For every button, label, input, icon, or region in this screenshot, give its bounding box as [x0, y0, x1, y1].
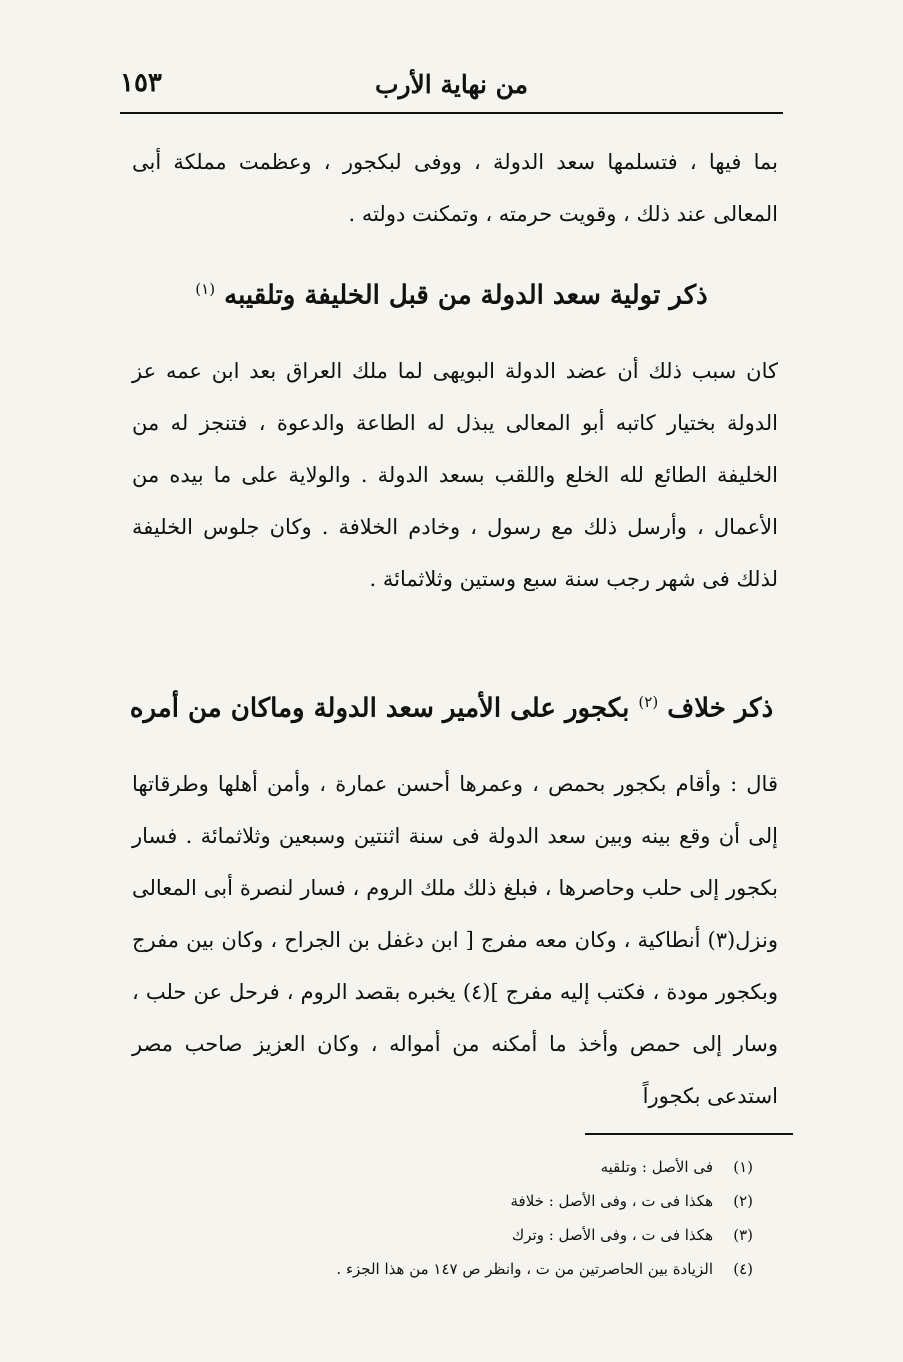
header-rule: [120, 112, 783, 114]
footnote-number: (١): [733, 1158, 753, 1176]
section-heading-prefix: ذكر خلاف: [667, 693, 774, 724]
footnote-text: فى الأصل : وتلقيه: [600, 1158, 713, 1176]
appointment-paragraph: كان سبب ذلك أن عضد الدولة البويهى لما ملك العراق بعد ابن عمه عز الدولة بختيار كاتبه أبو المعالى يبذل له الطاعة والدعوة ، فتنجز له من الخليفة الطائع لله الخلع واللقب بسعد الدولة . والولاية على ما بيده من الأعمال ، وأرسل ذلك مع رسول ، وخادم الخلافة . وكان جلوس الخليفة لذلك فى شهر رجب سنة سبع وستين وثلاثمائة .: [132, 359, 778, 591]
dispute-paragraph-block: [132, 758, 778, 1122]
footnote-text: الزيادة بين الحاصرتين من ت ، وانظر ص ١٤٧ من هذا الجزء .: [336, 1260, 713, 1278]
footnote-rule: [585, 1133, 793, 1135]
footnote-item: [180, 1184, 753, 1218]
footnote-item: [180, 1218, 753, 1252]
opening-paragraph-block: [132, 136, 778, 240]
section-heading-suffix: بكجور على الأمير سعد الدولة وماكان من أمره: [129, 693, 630, 724]
running-title: من نهاية الأرب: [374, 70, 529, 99]
footnote-ref-1: (١): [195, 280, 216, 298]
section-heading-dispute: [120, 693, 783, 724]
footnote-number: (٤): [733, 1260, 753, 1278]
page-number: ١٥٣: [120, 68, 162, 98]
dispute-paragraph: قال : وأقام بكجور بحمص ، وعمرها أحسن عمارة ، وأمن أهلها وطرقاتها إلى أن وقع بينه وبين سعد الدولة فى سنة اثنتين وسبعين وثلاثمائة . فسار بكجور إلى حلب وحاصرها ، فبلغ ذلك ملك الروم ، فسار لنصرة أبى المعالى ونزل(٣) أنطاكية ، وكان معه مفرج [ ابن دغفل بن الجراح ، وكان بين مفرج وبكجور مودة ، فكتب إليه مفرج ](٤) يخبره بقصد الروم ، فرحل عن حلب ، وسار إلى حمص وأخذ ما أمكنه من أمواله ، وكان العزيز صاحب مصر استدعى بكجوراً: [132, 772, 778, 1108]
footnote-number: (٢): [733, 1192, 753, 1210]
footnote-ref-2: (٢): [638, 693, 659, 711]
footnote-item: [180, 1252, 753, 1286]
footnote-number: (٣): [733, 1226, 753, 1244]
section-heading-appointment: [120, 280, 783, 311]
page-header: [120, 66, 783, 106]
footnote-text: هكذا فى ت ، وفى الأصل : وترك: [511, 1226, 713, 1244]
footnote-text: هكذا فى ت ، وفى الأصل : خلافة: [510, 1192, 713, 1210]
opening-paragraph: بما فيها ، فتسلمها سعد الدولة ، ووفى لبكجور ، وعظمت مملكة أبى المعالى عند ذلك ، وقويت حرمته ، وتمكنت دولته .: [132, 150, 778, 226]
appointment-paragraph-block: [132, 345, 778, 605]
footnote-item: [180, 1150, 753, 1184]
footnotes: [180, 1150, 753, 1286]
section-heading-text: ذكر تولية سعد الدولة من قبل الخليفة وتلقيبه: [224, 280, 708, 311]
